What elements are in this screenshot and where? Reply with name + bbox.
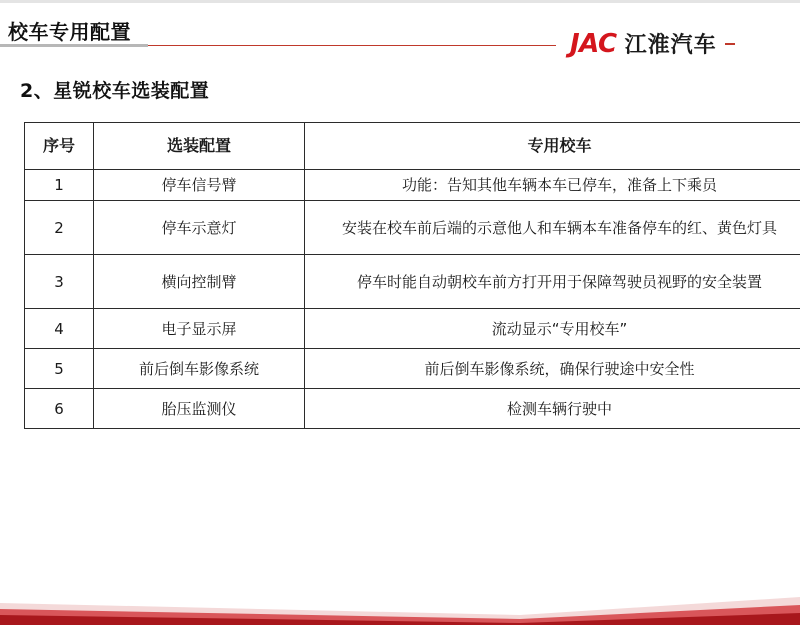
table-row [25, 201, 800, 255]
row-option: 横向控制臂 [94, 255, 305, 309]
row-option: 前后倒车影像系统 [94, 349, 305, 389]
row-option: 停车示意灯 [94, 201, 305, 255]
jac-logo [570, 28, 735, 59]
row-option: 胎压监测仪 [94, 389, 305, 429]
header-desc: 专用校车 [305, 123, 800, 170]
row-no: 3 [25, 255, 94, 309]
row-no: 2 [25, 201, 94, 255]
row-no: 6 [25, 389, 94, 429]
row-no: 5 [25, 349, 94, 389]
row-no: 1 [25, 170, 94, 201]
options-table [24, 122, 800, 429]
table-row [25, 255, 800, 309]
table-row [25, 349, 800, 389]
footer-decoration [0, 579, 800, 625]
logo-tail-line [725, 43, 735, 45]
section-title: 2、星锐校车选装配置 [20, 80, 210, 102]
row-no: 4 [25, 309, 94, 349]
row-desc: 检测车辆行驶中 [305, 389, 800, 429]
table-row [25, 389, 800, 429]
table-header-row [25, 123, 800, 170]
row-option: 停车信号臂 [94, 170, 305, 201]
header-rule [148, 45, 556, 46]
row-desc: 流动显示“专用校车” [305, 309, 800, 349]
row-desc: 功能：告知其他车辆本车已停车，准备上下乘员 [305, 170, 800, 201]
table-row [25, 170, 800, 201]
table-row [25, 309, 800, 349]
title-underline [0, 44, 148, 47]
header-no: 序号 [25, 123, 94, 170]
row-option: 电子显示屏 [94, 309, 305, 349]
row-desc: 停车时能自动朝校车前方打开用于保障驾驶员视野的安全装置 [305, 255, 800, 309]
logo-mark: JAC [570, 28, 617, 59]
row-desc: 前后倒车影像系统，确保行驶途中安全性 [305, 349, 800, 389]
logo-text: 江淮汽车 [624, 33, 717, 58]
header-option: 选装配置 [94, 123, 305, 170]
page-title: 校车专用配置 [8, 20, 131, 44]
top-border [0, 0, 800, 3]
row-desc: 安装在校车前后端的示意他人和车辆本车准备停车的红、黄色灯具 [305, 201, 800, 255]
